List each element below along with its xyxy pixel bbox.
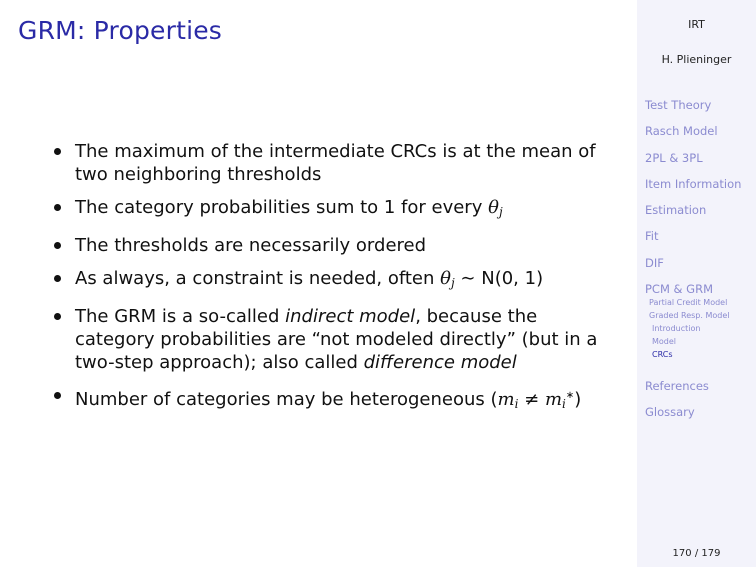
nav-item-pcm-grm[interactable]: PCM & GRM — [645, 282, 713, 297]
bullet-list — [50, 140, 615, 426]
subnav-item-model[interactable]: Model — [652, 337, 677, 346]
bullet-item — [50, 267, 615, 295]
bullet-item — [50, 305, 615, 374]
subscript-i: i — [562, 397, 566, 411]
bullet-item — [50, 384, 615, 416]
subnav-item-crcs[interactable]: CRCs — [652, 350, 673, 359]
subscript-j: j — [450, 276, 455, 290]
nav-item-fit[interactable]: Fit — [645, 229, 659, 244]
nav-item-item-information[interactable]: Item Information — [645, 176, 742, 191]
bullet-text: The maximum of the intermediate CRCs is at the mean of two neighboring thresholds — [75, 141, 596, 185]
page-number: 170 / 179 — [672, 548, 721, 559]
nav-item-dif[interactable]: DIF — [645, 255, 664, 270]
nav-item-rasch-model[interactable]: Rasch Model — [645, 124, 718, 139]
bullet-text: The category probabilities sum to 1 for every — [75, 197, 489, 218]
bullet-text: Number of categories may be heterogeneous ( — [75, 389, 498, 410]
sidebar-nav — [645, 92, 741, 302]
subnav-item-graded-resp-model[interactable]: Graded Resp. Model — [649, 311, 730, 320]
bullet-text: ) — [574, 389, 582, 410]
sidebar-nav-end — [645, 373, 709, 426]
nav-item-2pl-3pl[interactable]: 2PL & 3PL — [645, 150, 703, 165]
subscript-j: j — [498, 205, 503, 219]
not-equal-sign: ≠ — [518, 389, 545, 410]
math-m: m — [544, 389, 563, 410]
subnav-item-introduction[interactable]: Introduction — [652, 324, 701, 333]
theta-symbol: θ — [440, 268, 451, 289]
sidebar-author[interactable]: H. Plieninger — [661, 53, 732, 66]
sidebar-title[interactable]: IRT — [688, 18, 705, 31]
bullet-text: The GRM is a so-called — [75, 306, 286, 327]
subnav-item-partial-credit-model[interactable]: Partial Credit Model — [649, 298, 728, 307]
emphasis-text: difference model — [363, 352, 517, 373]
subscript-i: i — [514, 397, 519, 411]
bullet-text: The thresholds are necessarily ordered — [75, 235, 427, 256]
bullet-text: As always, a constraint is needed, often — [75, 268, 441, 289]
bullet-item — [50, 140, 615, 186]
distribution-text: ∼ N(0, 1) — [454, 268, 544, 289]
nav-item-estimation[interactable]: Estimation — [645, 203, 707, 218]
bullet-item — [50, 196, 615, 224]
bullet-item — [50, 234, 615, 257]
theta-symbol: θ — [488, 197, 499, 218]
slide-title: GRM: Properties — [18, 16, 223, 45]
superscript-star: ∗ — [565, 390, 575, 401]
nav-item-glossary[interactable]: Glossary — [645, 405, 695, 420]
nav-item-test-theory[interactable]: Test Theory — [645, 98, 712, 112]
sidebar-subnav — [649, 296, 729, 361]
bullet-text: , because the category probabilities are “not modeled directly” (but in a two-step approach); also called — [75, 306, 598, 373]
math-m: m — [497, 389, 515, 410]
nav-item-references[interactable]: References — [645, 379, 709, 393]
sidebar — [637, 0, 756, 567]
emphasis-text: indirect model — [285, 306, 416, 327]
